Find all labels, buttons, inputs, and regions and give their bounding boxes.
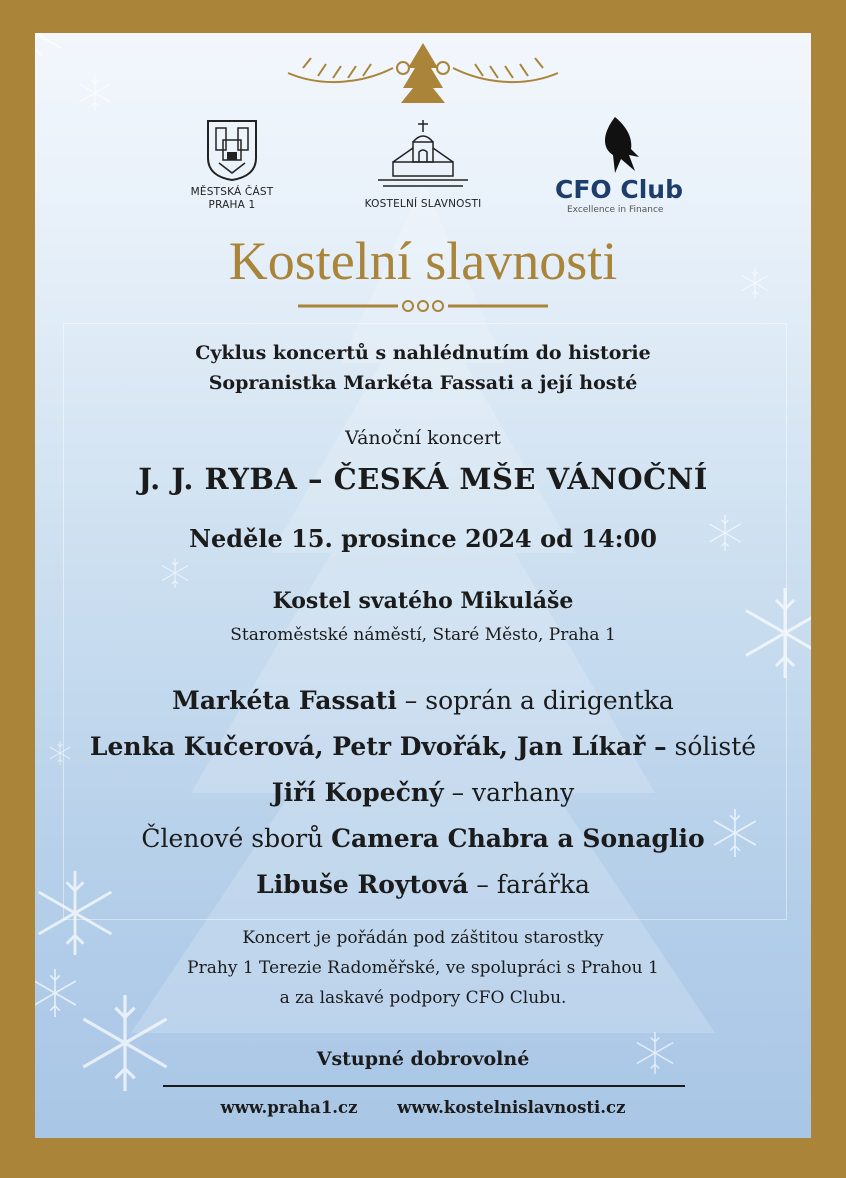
praha1-caption <box>177 186 287 212</box>
venue-address: Staroměstské náměstí, Staré Město, Praha 1 <box>230 625 616 645</box>
performer-role: – farářka <box>468 870 590 899</box>
church-icon <box>373 118 473 198</box>
performer-role: – soprán a dirigentka <box>396 686 674 715</box>
performer-name: Markéta Fassati <box>172 686 397 715</box>
praha1-caption-line1: MĚSTSKÁ ČÁST <box>190 186 274 198</box>
title-ornament-divider <box>298 298 548 314</box>
event-title: Kostelní slavnosti <box>228 231 618 291</box>
patronage-note <box>35 923 811 1013</box>
performers-list <box>35 678 811 908</box>
performer-line <box>35 816 811 862</box>
performer-line <box>35 770 811 816</box>
concert-date-time: Neděle 15. prosince 2024 od 14:00 <box>189 524 657 553</box>
concert-headline: J. J. RYBA – ČESKÁ MŠE VÁNOČNÍ <box>138 462 708 496</box>
link-praha1[interactable]: www.praha1.cz <box>220 1098 358 1117</box>
praha1-caption-line2: PRAHA 1 <box>208 199 256 211</box>
performer-name: Libuše Roytová <box>256 870 469 899</box>
note-line2: Prahy 1 Terezie Radoměřské, ve spolupráci s Prahou 1 <box>187 958 659 978</box>
performer-role: – varhany <box>443 778 575 807</box>
cfo-club-tagline: Excellence in Finance <box>567 205 664 215</box>
concert-kind: Vánoční koncert <box>345 427 501 449</box>
note-line3: a za laskavé podpory CFO Clubu. <box>279 988 567 1008</box>
kostelni-caption: KOSTELNÍ SLAVNOSTI <box>364 198 482 210</box>
performer-prefix: Členové sborů <box>141 824 332 853</box>
performer-role: sólisté <box>666 732 757 761</box>
performer-line <box>35 724 811 770</box>
cfo-eagle-icon <box>595 115 645 177</box>
performer-line <box>35 678 811 724</box>
footer-links <box>35 1093 811 1123</box>
praha1-coat-of-arms-icon <box>205 118 259 182</box>
footer-divider <box>163 1085 685 1087</box>
performer-name: Camera Chabra a Sonaglio <box>331 824 705 853</box>
link-kostelnislavnosti[interactable]: www.kostelnislavnosti.cz <box>397 1098 626 1117</box>
venue-name: Kostel svatého Mikuláše <box>272 588 574 614</box>
note-line1: Koncert je pořádán pod záštitou starostky <box>242 928 604 948</box>
cfo-club-name: CFO Club <box>555 175 683 204</box>
ornament-tree-icon <box>283 38 563 108</box>
poster <box>35 33 811 1138</box>
entry-fee: Vstupné dobrovolné <box>316 1048 530 1070</box>
subtitle-line1: Cyklus koncertů s nahlédnutím do historie <box>195 342 651 364</box>
performer-name: Lenka Kučerová, Petr Dvořák, Jan Líkař – <box>89 732 667 761</box>
series-subtitle <box>35 338 811 398</box>
performer-name: Jiří Kopečný <box>271 778 444 807</box>
performer-line <box>35 862 811 908</box>
subtitle-line2: Sopranistka Markéta Fassati a její hosté <box>208 372 638 394</box>
